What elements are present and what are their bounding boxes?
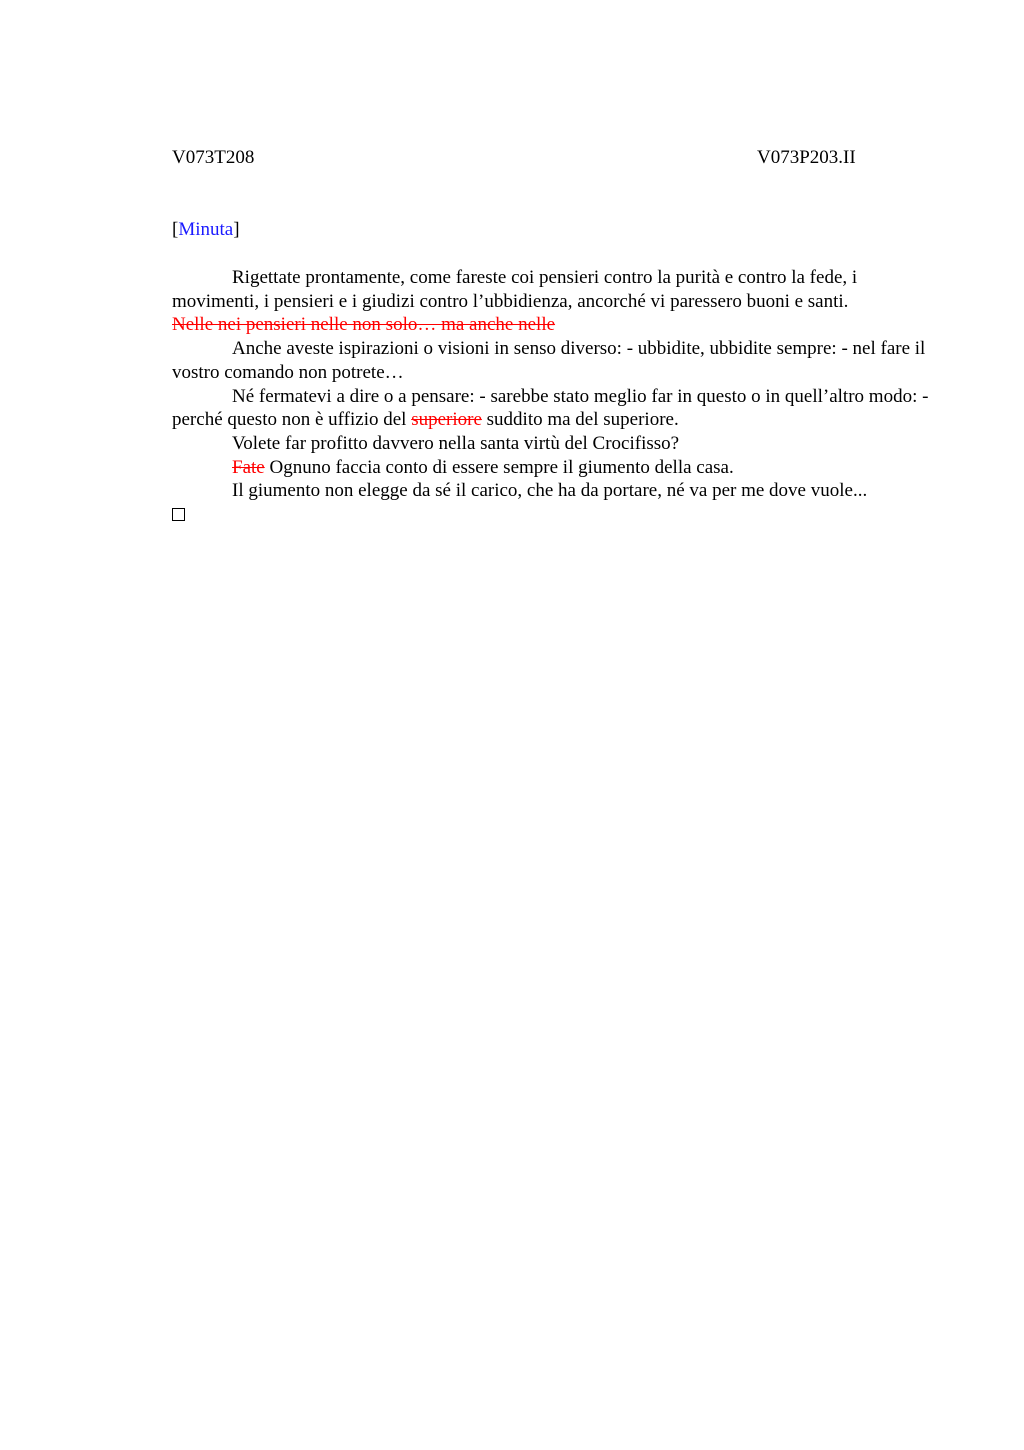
paragraph-4 bbox=[172, 385, 932, 432]
deleted-word: Fate bbox=[232, 456, 265, 478]
end-marker-line bbox=[172, 503, 932, 528]
paragraph-6-text-after: Ognuno faccia conto di essere sempre il giumento della casa. bbox=[264, 456, 734, 478]
label-text: Minuta bbox=[178, 219, 234, 240]
paragraph-4-text-before: Né fermatevi a dire o a pensare: - sarebbe stato meglio far in questo o in quell’altro modo: - perché questo non è uffizio del bbox=[172, 385, 929, 431]
paragraph-5: Volete far profitto davvero nella santa virtù del Crocifisso? bbox=[232, 432, 680, 454]
paragraph-6 bbox=[172, 456, 932, 480]
document-code-left: V073T208 bbox=[172, 147, 255, 168]
label-bracket-open: [ bbox=[172, 219, 179, 240]
paragraph-2-deleted bbox=[172, 313, 932, 337]
deleted-word: superiore bbox=[411, 409, 482, 431]
paragraph-7: Il giumento non elegge da sé il carico, che ha da portare, né va per me dove vuole... bbox=[232, 480, 868, 502]
label-bracket-close: ] bbox=[233, 219, 240, 240]
document-code-right: V073P203.II bbox=[757, 147, 856, 168]
paragraph-4-text-after: suddito ma del superiore. bbox=[481, 409, 679, 431]
document-label bbox=[172, 218, 240, 242]
paragraph-1: Rigettate prontamente, come fareste coi pensieri contro la purità e contro la fede, i movimenti, i pensieri e i giudizi contro l’ubbidienza, ancorché vi paressero buoni e santi. bbox=[172, 267, 858, 312]
square-box-icon bbox=[172, 508, 185, 521]
paragraph-3: Anche aveste ispirazioni o visioni in senso diverso: - ubbidite, ubbidite sempre: - nel fare il vostro comando non potrete… bbox=[172, 338, 926, 383]
document-body bbox=[172, 266, 932, 528]
deleted-text: Nelle nei pensieri nelle non solo… ma anche nelle bbox=[172, 314, 556, 336]
